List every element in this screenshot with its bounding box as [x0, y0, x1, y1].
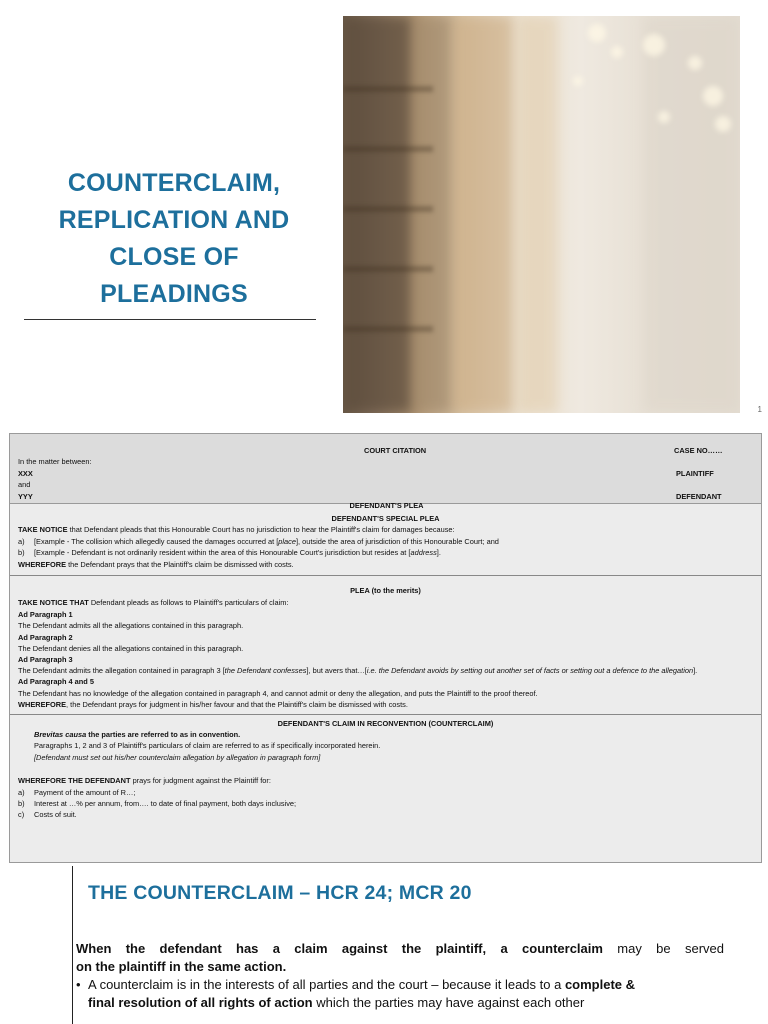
- case-number: CASE NO……: [674, 446, 723, 455]
- special-plea-item: a) [Example - The collision which allegedly caused the damages occurred at [place], outside the area of jurisdiction of this Honourable Court; and: [18, 536, 499, 546]
- counterclaim-body: [18, 729, 753, 763]
- brevitas-line: Brevitas causa the parties are referred to as in convention.: [34, 730, 241, 739]
- special-plea-item: b) [Example - Defendant is not ordinarily resident within the area of this Honourable Court's jurisdiction but resides at [address].: [18, 548, 441, 558]
- title-line: PLEADINGS: [100, 280, 248, 308]
- special-plea-wherefore: WHEREFORE the Defendant prays that the Plaintiff's claim be dismissed with costs.: [18, 559, 294, 569]
- slide-heading: THE COUNTERCLAIM – HCR 24; MCR 20: [88, 882, 472, 904]
- counterclaim-wherefore: WHEREFORE THE DEFENDANT prays for judgment against the Plaintiff for:: [18, 776, 271, 786]
- counterclaim-slide: [0, 866, 768, 1024]
- prayer-item: b) Interest at …% per annum, from…. to date of final payment, both days inclusive;: [18, 799, 297, 809]
- bullet-point: • A counterclaim is in the interests of all parties and the court – because it leads to a complete & final resolution of all rights of action which the parties may have against each other: [76, 977, 636, 1010]
- title-underline: [24, 319, 316, 320]
- ad-paragraph-text: The Defendant has no knowledge of the allegation contained in paragraph 4, and cannot admit or deny the allegation, and puts the Plaintiff to the proof thereof.: [18, 688, 538, 698]
- ad-paragraph-label: Ad Paragraph 4 and 5: [18, 677, 94, 687]
- ad-paragraph-text: The Defendant admits the allegation contained in paragraph 3 [the Defendant confesses], but avers that…[i.e. the Defendant avoids by setting out another set of facts or setting out a defence to the allegation].: [18, 665, 698, 675]
- title-line: COUNTERCLAIM,: [67, 169, 281, 197]
- party-plaintiff: XXX: [18, 469, 33, 478]
- ad-paragraph-label: Ad Paragraph 3: [18, 655, 73, 665]
- plaintiff-label: PLAINTIFF: [676, 469, 714, 478]
- ad-paragraph-text: The Defendant admits all the allegations contained in this paragraph.: [18, 621, 244, 631]
- ad-paragraph-label: Ad Paragraph 2: [18, 632, 73, 642]
- incorporation-line: Paragraphs 1, 2 and 3 of Plaintiff's particulars of claim are referred to as if specifically incorporated herein.: [34, 741, 381, 751]
- intro-line: on the plaintiff in the same action.: [76, 959, 287, 974]
- slide-title: [24, 165, 324, 313]
- library-photo: [343, 16, 740, 413]
- and-label: and: [18, 480, 31, 489]
- section-divider: [10, 714, 761, 715]
- merits-section: [10, 585, 761, 711]
- matter-between: In the matter between:: [18, 457, 92, 466]
- intro-line: When the defendant has a claim against the plaintiff, a counterclaim may be served: [76, 941, 725, 956]
- defendant-label: DEFENDANT: [676, 492, 722, 501]
- bullet-marker: •: [76, 977, 81, 992]
- merits-heading: PLEA (to the merits): [350, 586, 421, 596]
- party-defendant: YYY: [18, 492, 33, 501]
- special-plea-intro: TAKE NOTICE that Defendant pleads that this Honourable Court has no jurisdiction to hear the Plaintiff's claim for damages because:: [18, 525, 455, 535]
- title-line: REPLICATION AND: [58, 206, 290, 234]
- intro-paragraph: [76, 940, 724, 976]
- plea-document: [9, 433, 762, 863]
- court-citation: COURT CITATION: [364, 446, 427, 455]
- prayer-item: a) Payment of the amount of R…;: [18, 787, 136, 797]
- instruction-line: [Defendant must set out his/her counterclaim allegation by allegation in paragraph form]: [34, 752, 321, 762]
- prayer-item: c) Costs of suit.: [18, 810, 77, 820]
- counterclaim-section: [10, 718, 761, 821]
- section-divider: [10, 575, 761, 576]
- ad-paragraph-text: The Defendant denies all the allegations contained in this paragraph.: [18, 644, 244, 654]
- document-title: DEFENDANT'S PLEA: [349, 501, 424, 510]
- special-plea-section: [10, 504, 761, 570]
- merits-intro: TAKE NOTICE THAT Defendant pleads as follows to Plaintiff's particulars of claim:: [18, 598, 289, 608]
- title-slide: [0, 0, 768, 428]
- ad-paragraph-label: Ad Paragraph 1: [18, 609, 73, 619]
- left-border-line: [72, 866, 73, 1024]
- title-line: CLOSE OF: [109, 243, 239, 271]
- special-plea-heading: DEFENDANT'S SPECIAL PLEA: [331, 514, 440, 523]
- merits-wherefore: WHEREFORE, the Defendant prays for judgment in his/her favour and that the Plaintiff's claim be dismissed with costs.: [18, 700, 408, 710]
- page-number: 1: [757, 405, 762, 414]
- citation-header: [10, 434, 761, 510]
- counterclaim-heading: DEFENDANT'S CLAIM IN RECONVENTION (COUNTERCLAIM): [277, 718, 494, 728]
